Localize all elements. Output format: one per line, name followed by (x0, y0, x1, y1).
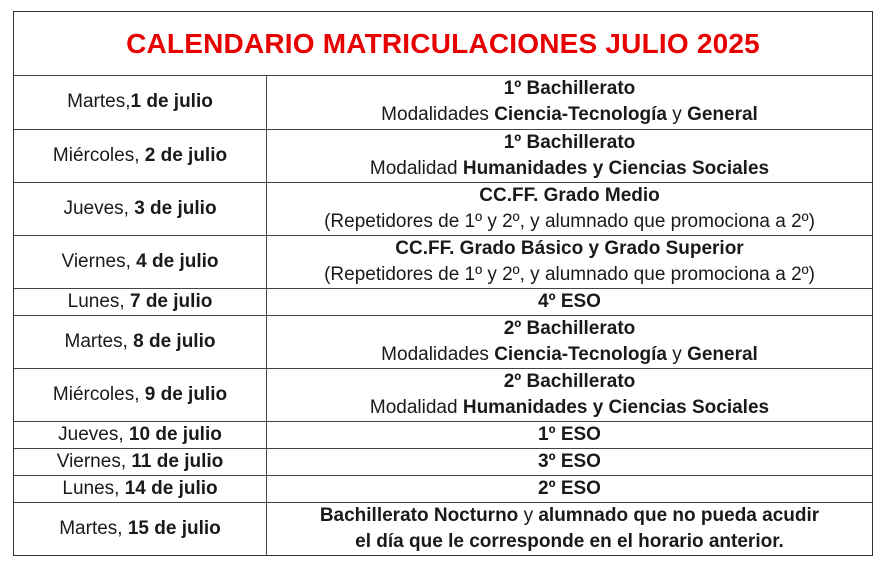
table-row (14, 182, 872, 235)
table-row (14, 448, 872, 475)
weekday: Jueves, (58, 423, 129, 445)
weekday: Lunes, (67, 290, 130, 312)
course-detail-text: Modalidad (369, 396, 463, 418)
schedule-table (14, 76, 872, 555)
weekday: Martes, (67, 91, 131, 113)
day-date: 1 de julio (130, 91, 213, 113)
course-detail-bold: el día que le corresponde en el horario anterior. (355, 530, 784, 552)
course-cell (267, 502, 873, 555)
course-detail-text: y (667, 343, 688, 365)
course-detail-text: y (518, 504, 539, 526)
date-cell (14, 368, 267, 421)
course-name: 1º ESO (538, 423, 601, 445)
course-cell (267, 368, 873, 421)
day-date: 3 de julio (134, 197, 217, 219)
day-date: 8 de julio (133, 330, 216, 352)
date-cell (14, 288, 267, 315)
course-detail-text: (Repetidores de 1º y 2º, y alumnado que promociona a 2º) (324, 263, 815, 285)
course-cell (267, 288, 873, 315)
weekday: Lunes, (62, 477, 125, 499)
course-name: CC.FF. Grado Básico y Grado Superior (395, 237, 744, 259)
date-cell (14, 76, 267, 129)
course-detail-bold: General (687, 104, 758, 126)
day-date: 9 de julio (144, 383, 228, 405)
course-name: 4º ESO (538, 290, 601, 312)
course-detail-bold: General (687, 343, 758, 365)
table-row (14, 368, 872, 421)
day-date: 10 de julio (128, 423, 222, 445)
course-cell (267, 129, 873, 182)
table-row (14, 288, 872, 315)
table-row (14, 475, 872, 502)
enrollment-calendar (13, 11, 873, 556)
course-cell (267, 475, 873, 502)
course-detail-bold: Humanidades y Ciencias Sociales (462, 157, 770, 179)
course-name: 2º Bachillerato (503, 370, 636, 392)
course-cell (267, 448, 873, 475)
course-cell (267, 315, 873, 368)
course-name: 2º Bachillerato (503, 317, 636, 339)
course-detail-bold: Ciencia-Tecnología (494, 343, 667, 365)
date-cell (14, 182, 267, 235)
course-detail-bold: Ciencia-Tecnología (494, 104, 667, 126)
table-row (14, 421, 872, 448)
course-detail-text: Modalidades (381, 343, 495, 365)
table-row (14, 129, 872, 182)
day-date: 15 de julio (127, 517, 221, 539)
day-date: 7 de julio (129, 290, 213, 312)
table-row (14, 235, 872, 288)
course-detail-bold: alumnado que no pueda acudir (538, 504, 820, 526)
date-cell (14, 448, 267, 475)
course-name: 1º Bachillerato (503, 131, 636, 153)
weekday: Miércoles, (52, 383, 145, 405)
calendar-title: CALENDARIO MATRICULACIONES JULIO 2025 (14, 12, 872, 76)
course-name: CC.FF. Grado Medio (479, 184, 660, 206)
weekday: Martes, (59, 517, 128, 539)
day-date: 14 de julio (124, 477, 218, 499)
table-row (14, 76, 872, 129)
weekday: Miércoles, (52, 144, 145, 166)
course-name: 3º ESO (538, 450, 601, 472)
date-cell (14, 475, 267, 502)
day-date: 11 de julio (131, 450, 224, 472)
table-row (14, 502, 872, 555)
weekday: Martes, (64, 330, 134, 352)
date-cell (14, 129, 267, 182)
course-name: 1º Bachillerato (503, 78, 636, 100)
day-date: 2 de julio (144, 144, 228, 166)
course-cell (267, 421, 873, 448)
course-cell (267, 235, 873, 288)
date-cell (14, 421, 267, 448)
table-row (14, 315, 872, 368)
weekday: Viernes, (61, 250, 137, 272)
date-cell (14, 235, 267, 288)
date-cell (14, 315, 267, 368)
course-cell (267, 76, 873, 129)
course-name: Bachillerato Nocturno (319, 504, 519, 526)
day-date: 4 de julio (136, 250, 219, 272)
course-name: 2º ESO (538, 477, 601, 499)
course-detail-text: (Repetidores de 1º y 2º, y alumnado que promociona a 2º) (324, 210, 815, 232)
weekday: Viernes, (56, 450, 132, 472)
course-detail-text: y (667, 104, 688, 126)
weekday: Jueves, (63, 197, 135, 219)
course-detail-text: Modalidades (381, 104, 495, 126)
course-cell (267, 182, 873, 235)
course-detail-bold: Humanidades y Ciencias Sociales (462, 396, 770, 418)
course-detail-text: Modalidad (369, 157, 463, 179)
date-cell (14, 502, 267, 555)
